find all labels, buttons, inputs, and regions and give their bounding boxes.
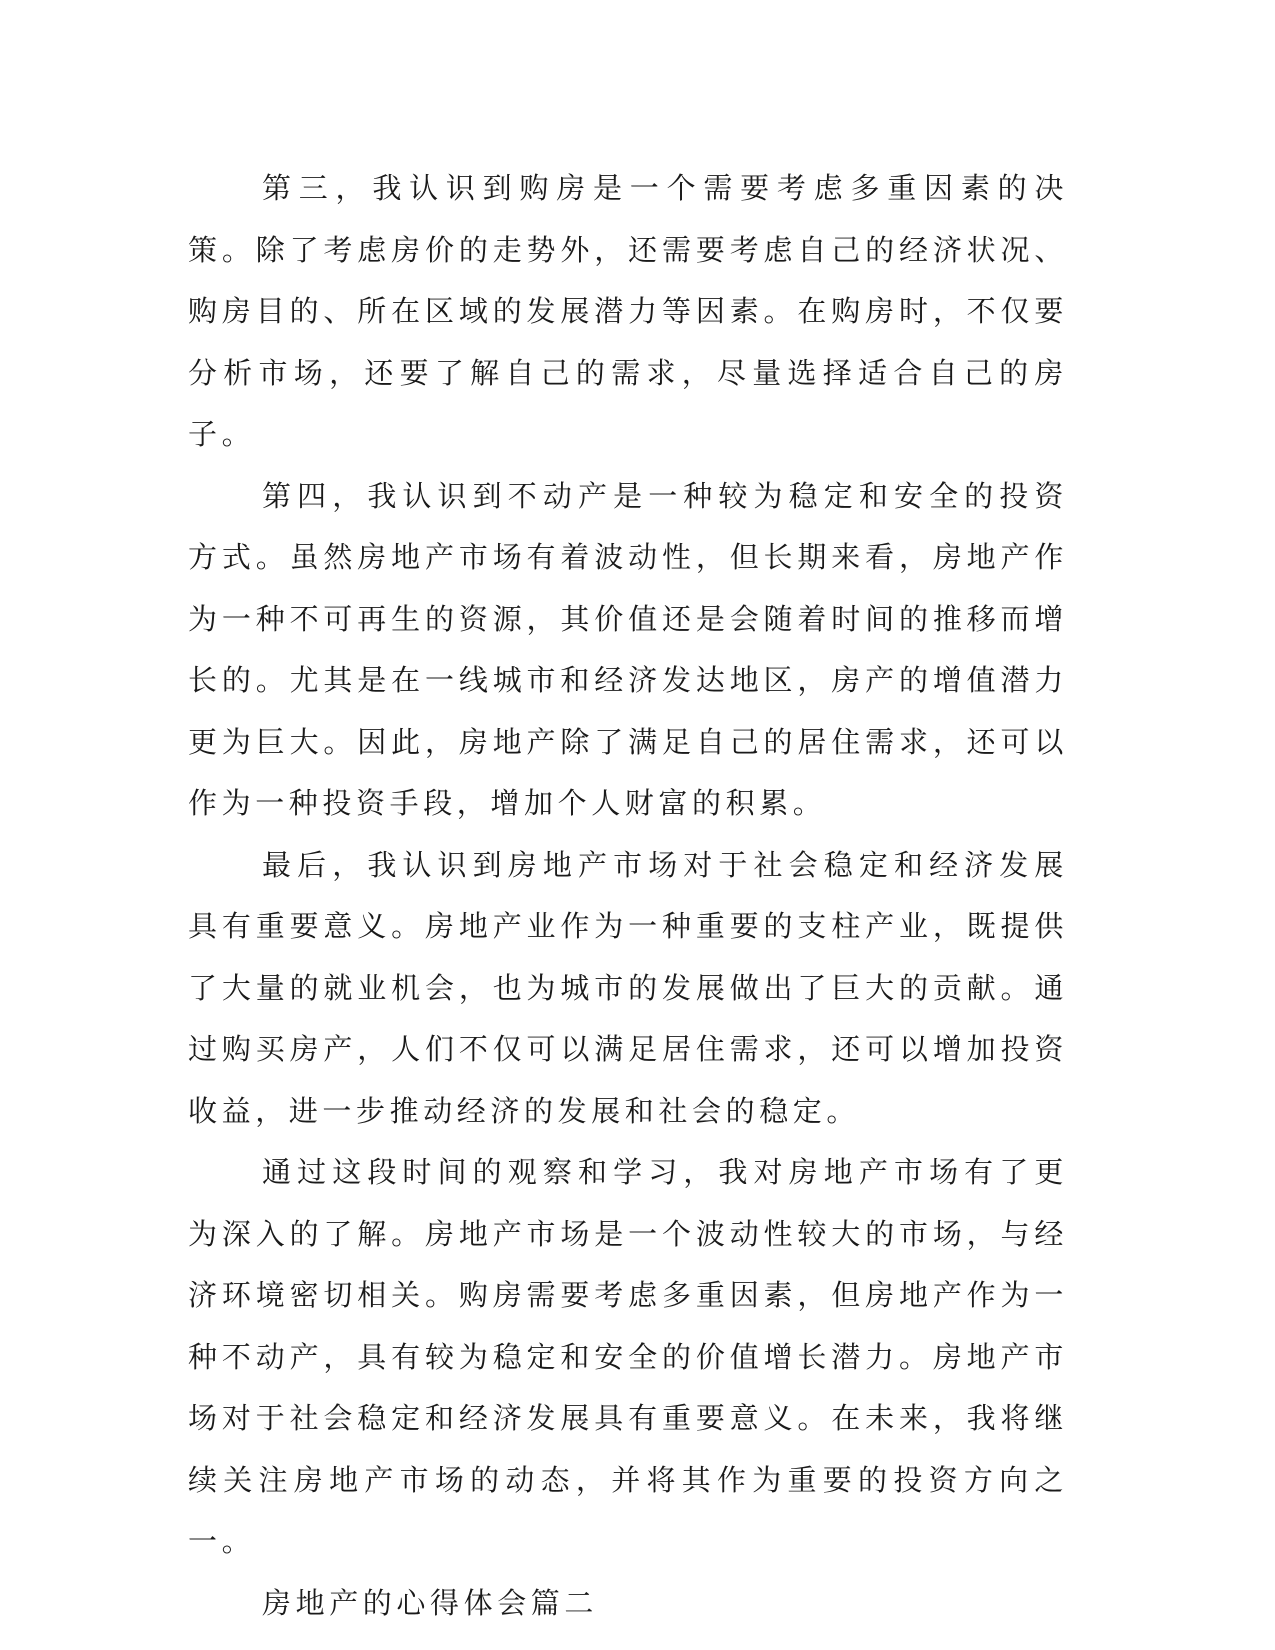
document-body	[188, 158, 1068, 1634]
paragraph-fourth-point: 第四，我认识到不动产是一种较为稳定和安全的投资方式。虽然房地产市场有着波动性，但长期来看，房地产作为一种不可再生的资源，其价值还是会随着时间的推移而增长的。尤其是在一线城市和经济发达地区，房产的增值潜力更为巨大。因此，房地产除了满足自己的居住需求，还可以作为一种投资手段，增加个人财富的积累。	[188, 478, 1068, 820]
paragraph-third-point: 第三，我认识到购房是一个需要考虑多重因素的决策。除了考虑房价的走势外，还需要考虑自己的经济状况、购房目的、所在区域的发展潜力等因素。在购房时，不仅要分析市场，还要了解自己的需求，尽量选择适合自己的房子。	[188, 171, 1068, 451]
paragraph-conclusion: 通过这段时间的观察和学习，我对房地产市场有了更为深入的了解。房地产市场是一个波动性较大的市场，与经济环境密切相关。购房需要考虑多重因素，但房地产作为一种不动产，具有较为稳定和安全的价值增长潜力。房地产市场对于社会稳定和经济发展具有重要意义。在未来，我将继续关注房地产市场的动态，并将其作为重要的投资方向之一。	[188, 1155, 1068, 1558]
paragraph-final-point: 最后，我认识到房地产市场对于社会稳定和经济发展具有重要意义。房地产业作为一种重要的支柱产业，既提供了大量的就业机会，也为城市的发展做出了巨大的贡献。通过购买房产，人们不仅可以满足居住需求，还可以增加投资收益，进一步推动经济的发展和社会的稳定。	[188, 847, 1068, 1128]
section-heading: 房地产的心得体会篇二	[262, 1585, 599, 1620]
